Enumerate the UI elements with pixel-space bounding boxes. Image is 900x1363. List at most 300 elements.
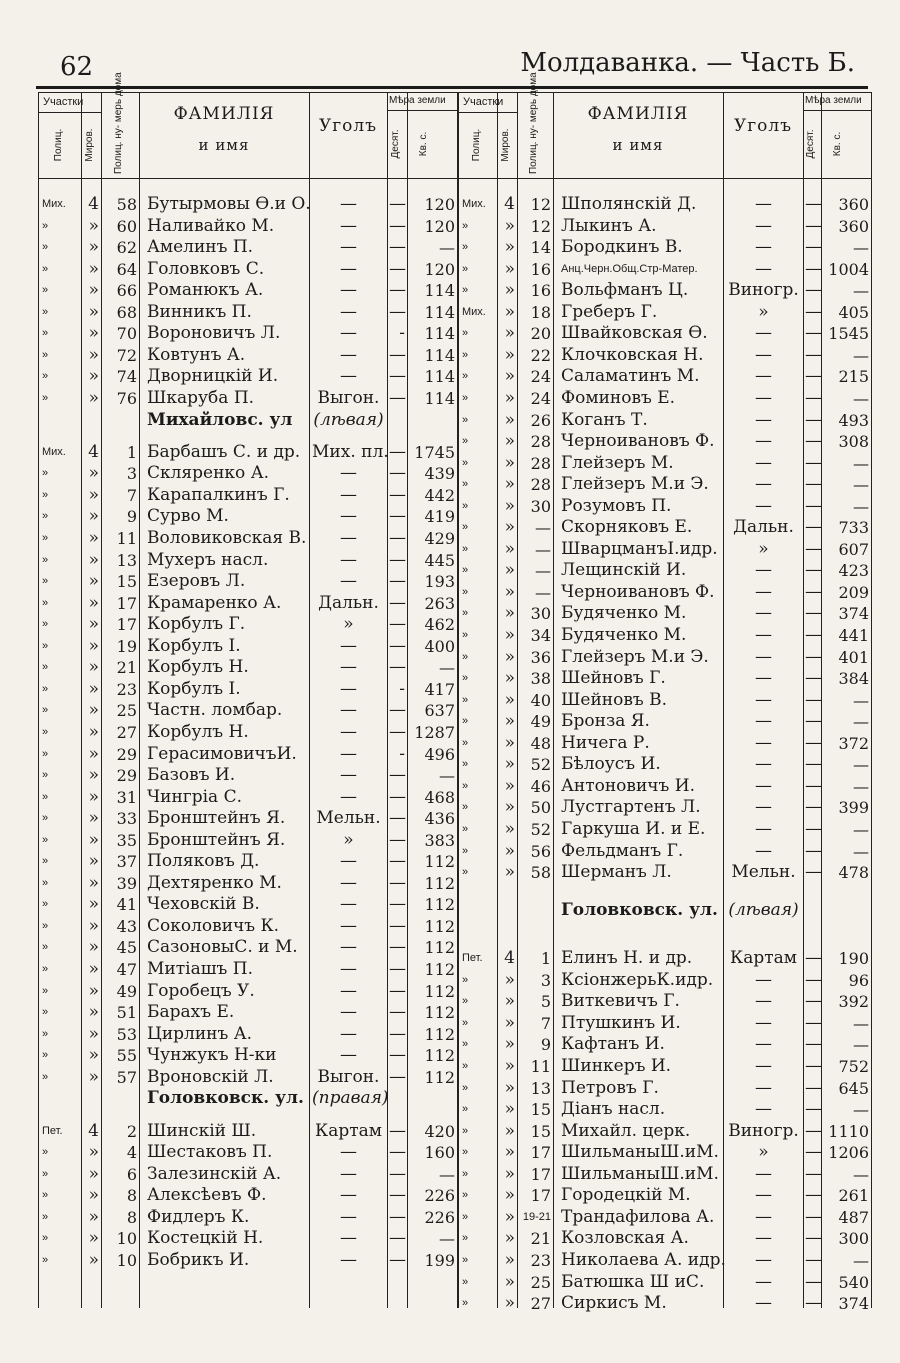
mera-rule	[803, 110, 871, 111]
cell-des: —	[805, 215, 822, 236]
cell-mir: »	[504, 969, 515, 990]
cell-mir: »	[88, 237, 99, 258]
cell-num: 8	[126, 1186, 137, 1206]
cell-des: —	[805, 1034, 822, 1055]
cell-pol: »	[42, 391, 49, 404]
cell-des: —	[389, 463, 406, 484]
cell-fam: Діанъ насл.	[561, 1099, 666, 1120]
cell-fam: Шейновъ Г.	[561, 668, 666, 689]
table-row	[459, 1121, 871, 1142]
cell-pol: »	[42, 1253, 49, 1266]
table-row	[459, 1250, 871, 1271]
cell-kv: 263	[424, 593, 455, 613]
cell-fam: Швайковская Ѳ.	[561, 323, 708, 344]
cell-kv: 112	[424, 852, 455, 872]
cell-fam: Черноивановъ Ф.	[561, 581, 715, 602]
cell-ugol: —	[755, 1249, 772, 1270]
cell-pol: »	[462, 973, 469, 986]
cell-pol: »	[42, 941, 49, 954]
cell-des: —	[805, 366, 822, 387]
cell-num: —	[535, 561, 551, 581]
table-row	[459, 625, 871, 646]
cell-ugol: —	[755, 452, 772, 473]
cell-pol: »	[462, 1253, 469, 1266]
cell-fam: Головковск. ул.	[147, 1088, 304, 1109]
cell-des: —	[389, 700, 406, 721]
cell-des: —	[805, 452, 822, 473]
col-header-ugol: Уголъ	[318, 116, 378, 136]
street-heading-row	[39, 1088, 457, 1109]
cell-des: —	[805, 1185, 822, 1206]
table-row	[459, 517, 871, 538]
table-row	[39, 1045, 457, 1066]
cell-num: 70	[116, 324, 137, 344]
table-row	[459, 1272, 871, 1293]
cell-kv: —	[853, 712, 869, 732]
street-heading-row	[39, 410, 457, 431]
cell-kv: 96	[848, 970, 869, 990]
cell-kv: 423	[838, 561, 869, 581]
cell-fam: Базовъ И.	[147, 765, 236, 786]
table-row	[459, 1228, 871, 1249]
cell-mir: »	[88, 528, 99, 549]
table-row	[459, 345, 871, 366]
cell-num: 15	[116, 572, 137, 592]
cell-fam: Скляренко А.	[147, 463, 269, 484]
cell-pol: »	[462, 219, 469, 232]
cell-des: —	[389, 484, 406, 505]
cell-num: 18	[530, 302, 551, 322]
cell-num: 20	[530, 324, 551, 344]
cell-mir: »	[88, 721, 99, 742]
cell-des: —	[805, 840, 822, 861]
cell-num: 17	[530, 1164, 551, 1184]
cell-pol: Пет.	[42, 1124, 63, 1137]
cell-pol: »	[462, 1038, 469, 1051]
cell-num: 12	[530, 195, 551, 214]
table-row	[39, 937, 457, 958]
table-row	[39, 485, 457, 506]
cell-ugol: —	[340, 1249, 357, 1270]
cell-des: —	[389, 614, 406, 635]
cell-ugol: Мельн.	[731, 862, 796, 883]
table-row	[39, 366, 457, 387]
cell-kv: —	[853, 1100, 869, 1120]
cell-ugol: Картам	[730, 948, 797, 969]
cell-kv: 112	[424, 916, 455, 936]
cell-pol: »	[462, 391, 469, 404]
cell-mir: »	[88, 786, 99, 807]
col-header-polits: Полиц.	[471, 128, 482, 162]
cell-fam: ШильманыШ.иМ.	[561, 1142, 719, 1163]
cell-kv: 112	[424, 1067, 455, 1087]
table-row	[39, 679, 457, 700]
cell-ugol: »	[758, 301, 769, 322]
cell-kv: —	[853, 1250, 869, 1270]
cell-pol: »	[462, 499, 469, 512]
cell-fam: Антоновичъ И.	[561, 775, 695, 796]
cell-ugol: —	[340, 743, 357, 764]
cell-num: 64	[116, 259, 137, 279]
cell-pol: »	[462, 1232, 469, 1245]
cell-fam: Дворницкій И.	[147, 366, 279, 387]
cell-mir: »	[504, 625, 515, 645]
cell-pol: »	[42, 1232, 49, 1245]
cell-mir: »	[504, 775, 515, 796]
cell-fam: Дехтяренко М.	[147, 872, 282, 893]
cell-fam: Батюшка Ш иС.	[561, 1271, 705, 1292]
cell-num: 21	[530, 1229, 551, 1249]
cell-num: 21	[116, 658, 137, 678]
cell-ugol: —	[755, 409, 772, 430]
cell-mir: 4	[88, 194, 99, 214]
col-header-familia: ФАМИЛІЯ	[173, 104, 275, 124]
cell-des: —	[389, 721, 406, 742]
table-row	[39, 528, 457, 549]
cell-des: —	[389, 441, 406, 462]
cell-des: —	[805, 538, 822, 559]
cell-fam: Корбулъ Н.	[147, 657, 249, 678]
cell-fam: Чеховскій В.	[147, 894, 260, 915]
cell-mir: »	[88, 301, 99, 322]
cell-des: —	[389, 592, 406, 613]
cell-pol: »	[462, 348, 469, 361]
cell-fam: Горобецъ У.	[147, 980, 255, 1001]
table-row	[459, 237, 871, 258]
cell-des: —	[805, 625, 822, 645]
col-header-uchastki: Участки	[43, 96, 84, 108]
cell-pol: »	[462, 478, 469, 491]
cell-mir: »	[88, 937, 99, 958]
cell-mir: »	[504, 474, 515, 495]
cell-num: 72	[116, 345, 137, 365]
cell-kv: 493	[838, 410, 869, 430]
cell-ugol: —	[340, 872, 357, 893]
cell-kv: 112	[424, 895, 455, 915]
cell-num: 62	[116, 238, 137, 258]
cell-ugol: —	[755, 194, 772, 214]
cell-pol: »	[42, 812, 49, 825]
cell-kv: 607	[838, 539, 869, 559]
cell-pol: »	[462, 1016, 469, 1029]
cell-pol: »	[462, 1081, 469, 1094]
cell-pol: »	[42, 1049, 49, 1062]
cell-mir: »	[504, 431, 515, 452]
cell-fam: Чингріа С.	[147, 786, 242, 807]
cell-des: —	[389, 528, 406, 549]
cell-mir: »	[88, 215, 99, 236]
cell-fam: Цирлинъ А.	[147, 1023, 252, 1044]
table-row	[459, 690, 871, 711]
cell-des: —	[389, 1120, 406, 1141]
cell-pol: »	[42, 661, 49, 674]
cell-kv: —	[853, 281, 869, 301]
cell-fam: Бѣлоусъ И.	[561, 754, 661, 775]
cell-mir: »	[504, 1120, 515, 1141]
cell-kv: —	[853, 238, 869, 258]
cell-fam: Амелинъ П.	[147, 237, 254, 258]
cell-mir: »	[504, 603, 515, 624]
cell-mir: »	[504, 258, 515, 279]
table-row	[459, 388, 871, 409]
cell-kv: 209	[838, 582, 869, 602]
cell-ugol: —	[755, 1099, 772, 1120]
cell-pol: Мих.	[42, 198, 66, 210]
cell-des: —	[805, 301, 822, 322]
cell-fam: Корбулъ І.	[147, 678, 241, 699]
cell-des: —	[389, 937, 406, 958]
cell-kv: 112	[424, 960, 455, 980]
cell-kv: 540	[838, 1272, 869, 1292]
cell-kv: 1004	[828, 259, 869, 279]
cell-num: 24	[530, 367, 551, 387]
cell-num: 48	[530, 733, 551, 753]
cell-pol: »	[42, 963, 49, 976]
cell-kv: 383	[424, 830, 455, 850]
cell-ugol: —	[340, 506, 357, 527]
table-row	[459, 496, 871, 517]
cell-pol: »	[462, 1103, 469, 1116]
cell-mir: »	[88, 980, 99, 1001]
cell-des: —	[805, 1142, 822, 1163]
cell-des: —	[805, 474, 822, 495]
table-row	[459, 862, 871, 883]
cell-num: 15	[530, 1100, 551, 1120]
cell-ugol: —	[340, 1045, 357, 1066]
cell-pol: »	[462, 284, 469, 297]
table-row	[39, 614, 457, 635]
cell-des: —	[805, 387, 822, 408]
cell-ugol: —	[340, 1163, 357, 1184]
cell-des: —	[805, 1271, 822, 1292]
cell-num: 53	[116, 1024, 137, 1044]
cell-fam: Елинъ Н. и др.	[561, 948, 693, 969]
cell-fam: Петровъ Г.	[561, 1077, 659, 1098]
cell-fam: Чунжукъ Н-ки	[147, 1045, 277, 1066]
cell-kv: 114	[424, 388, 455, 408]
cell-pol: »	[42, 790, 49, 803]
cell-des: —	[805, 969, 822, 990]
cell-num: 27	[116, 722, 137, 742]
cell-mir: »	[88, 678, 99, 699]
cell-kv: —	[853, 841, 869, 861]
cell-mir: »	[504, 646, 515, 667]
cell-fam: Вроновскій Л.	[147, 1066, 274, 1087]
cell-kv: 300	[838, 1229, 869, 1249]
cell-kv: —	[853, 1035, 869, 1055]
cell-ugol: —	[340, 915, 357, 936]
cell-mir: »	[504, 452, 515, 473]
cell-kv: 374	[838, 1294, 869, 1314]
header-rule-top	[39, 92, 457, 93]
table-row	[39, 571, 457, 592]
cell-num: 43	[116, 916, 137, 936]
col-header-uchastki: Участки	[463, 96, 504, 108]
cell-fam: Поляковъ Д.	[147, 851, 260, 872]
cell-mir: »	[504, 280, 515, 301]
cell-num: 24	[530, 388, 551, 408]
cell-ugol: —	[755, 1228, 772, 1249]
cell-fam: КсіонжерьК.идр.	[561, 969, 714, 990]
cell-ugol: —	[340, 980, 357, 1001]
cell-mir: »	[504, 1249, 515, 1270]
cell-des: —	[389, 786, 406, 807]
cell-ugol: —	[340, 1023, 357, 1044]
cell-num: 34	[530, 626, 551, 645]
cell-num: 4	[126, 1143, 137, 1163]
cell-fam: СазоновыС. и М.	[147, 937, 298, 958]
cell-kv: 436	[424, 809, 455, 829]
cell-kv: —	[853, 345, 869, 365]
cell-kv: —	[853, 776, 869, 796]
cell-kv: 215	[838, 367, 869, 387]
table-row	[459, 302, 871, 323]
cell-kv: —	[439, 658, 455, 678]
cell-num: 49	[116, 981, 137, 1001]
cell-des: —	[805, 646, 822, 667]
cell-ugol: —	[340, 301, 357, 322]
cell-mir: »	[504, 1271, 515, 1292]
table-row	[39, 216, 457, 237]
cell-kv: —	[853, 453, 869, 473]
cell-num: 31	[116, 787, 137, 807]
cell-fam: Бородкинъ В.	[561, 237, 683, 258]
cell-kv: 733	[838, 518, 869, 538]
cell-fam: Барбашъ С. и др.	[147, 441, 301, 462]
cell-num: 47	[116, 960, 137, 980]
cell-pol: »	[462, 801, 469, 814]
cell-mir: »	[88, 506, 99, 527]
cell-mir: »	[88, 258, 99, 279]
cell-des: —	[805, 991, 822, 1012]
table-row	[39, 1228, 457, 1249]
cell-pol: »	[462, 542, 469, 555]
table-row	[39, 259, 457, 280]
cell-des: —	[805, 668, 822, 689]
cell-ugol: —	[755, 1185, 772, 1206]
cell-mir: 4	[88, 441, 99, 462]
cell-num: 10	[116, 1229, 137, 1249]
table-row	[459, 1078, 871, 1099]
cell-ugol: —	[755, 237, 772, 258]
cell-pol: »	[462, 650, 469, 663]
cell-kv: 1206	[828, 1143, 869, 1163]
cell-mir: »	[504, 1012, 515, 1033]
cell-ugol: —	[340, 1185, 357, 1206]
cell-des: —	[389, 549, 406, 570]
cell-kv: 360	[838, 216, 869, 236]
cell-mir: »	[88, 872, 99, 893]
cell-des: —	[389, 765, 406, 786]
cell-fam: Шинскій Ш.	[147, 1120, 257, 1141]
cell-pol: »	[462, 672, 469, 685]
table-row	[459, 668, 871, 689]
table-row	[39, 830, 457, 851]
cell-pol: »	[42, 370, 49, 383]
table-row	[459, 474, 871, 495]
uchastki-rule	[39, 112, 101, 113]
cell-fam: Будяченко М.	[561, 603, 687, 624]
cell-des: —	[805, 280, 822, 301]
cell-kv: 468	[424, 787, 455, 807]
cell-num: 30	[530, 496, 551, 516]
cell-des: —	[389, 808, 406, 829]
cell-des: —	[805, 1077, 822, 1098]
cell-ugol: —	[755, 387, 772, 408]
cell-des: —	[805, 237, 822, 258]
cell-mir: »	[88, 1142, 99, 1163]
cell-mir: »	[88, 1066, 99, 1087]
col-header-desyat: Десят.	[805, 129, 816, 159]
table-row	[39, 1121, 457, 1142]
cell-des: —	[389, 366, 406, 387]
cell-kv: 399	[838, 798, 869, 818]
cell-pol: »	[42, 284, 49, 297]
cell-ugol: —	[755, 1077, 772, 1098]
table-row	[39, 280, 457, 301]
cell-ugol: —	[755, 1034, 772, 1055]
table-row	[39, 1002, 457, 1023]
cell-kv: 120	[424, 259, 455, 279]
cell-kv: —	[439, 1164, 455, 1184]
cell-fam: Клочковская Н.	[561, 344, 704, 365]
cell-des: —	[389, 1206, 406, 1227]
cell-mir: »	[88, 484, 99, 505]
table-row	[459, 323, 871, 344]
col-header-polits: Полиц.	[53, 128, 64, 162]
cell-ugol: (лѣвая)	[728, 899, 799, 920]
cell-mir: 4	[88, 1120, 99, 1141]
cell-des: —	[389, 851, 406, 872]
cell-mir: »	[88, 1163, 99, 1184]
cell-fam: Бронза Я.	[561, 711, 650, 732]
table-row	[39, 787, 457, 808]
table-row	[39, 851, 457, 872]
cell-num: 60	[116, 216, 137, 236]
cell-num: 19	[116, 636, 137, 656]
cell-mir: »	[88, 743, 99, 764]
cell-num: 28	[530, 432, 551, 452]
cell-mir: »	[88, 1045, 99, 1066]
cell-ugol: —	[755, 818, 772, 839]
cell-mir: »	[88, 1228, 99, 1249]
cell-ugol: —	[755, 711, 772, 732]
cell-mir: »	[88, 894, 99, 915]
cell-des: —	[805, 409, 822, 430]
cell-kv: 114	[424, 302, 455, 322]
cell-kv: 478	[838, 863, 869, 883]
cell-ugol: —	[340, 344, 357, 365]
cell-num: 22	[530, 345, 551, 365]
table-row	[459, 280, 871, 301]
cell-pol: »	[462, 995, 469, 1008]
cell-ugol: —	[340, 366, 357, 387]
cell-des: -	[399, 743, 405, 764]
cell-mir: »	[504, 301, 515, 322]
cell-num: 3	[126, 464, 137, 484]
cell-kv: 445	[424, 550, 455, 570]
cell-fam: Алексѣевъ Ф.	[147, 1185, 267, 1206]
cell-des: —	[389, 872, 406, 893]
cell-kv: 160	[424, 1143, 455, 1163]
header-rule-top	[459, 92, 871, 93]
cell-mir: »	[504, 732, 515, 753]
cell-pol: »	[462, 1146, 469, 1159]
cell-pol: »	[42, 219, 49, 232]
cell-num: 7	[540, 1013, 551, 1033]
cell-num: 16	[530, 281, 551, 301]
cell-num: 56	[530, 841, 551, 861]
